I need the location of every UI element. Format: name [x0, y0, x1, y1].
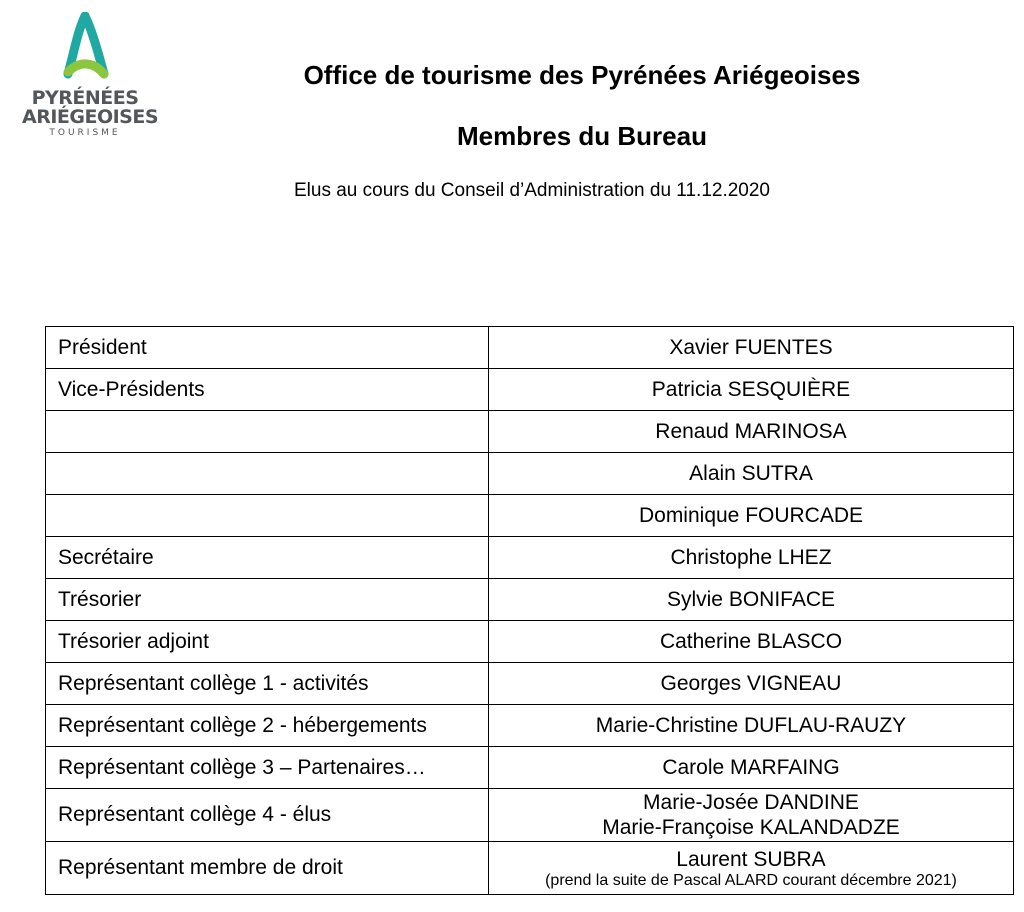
table-row — [46, 537, 1014, 579]
page-title: Office de tourisme des Pyrénées Ariégeoises — [303, 60, 861, 90]
table-row — [46, 453, 1014, 495]
member-name-cell: Catherine BLASCO — [489, 621, 1014, 663]
role-cell: Représentant membre de droit — [46, 842, 489, 895]
member-name: Marie-Françoise KALANDADZE — [602, 816, 900, 839]
role-cell: Représentant collège 1 - activités — [46, 663, 489, 705]
member-name-cell: Sylvie BONIFACE — [489, 579, 1014, 621]
member-note: (prend la suite de Pascal ALARD courant décembre 2021) — [545, 871, 957, 889]
bureau-table — [45, 326, 1014, 895]
role-cell — [46, 411, 489, 453]
table-row — [46, 327, 1014, 369]
table-row — [46, 495, 1014, 537]
member-name-cell: Xavier FUENTES — [489, 327, 1014, 369]
role-cell — [46, 495, 489, 537]
member-name-cell: Alain SUTRA — [489, 453, 1014, 495]
logo-text-tourisme: TOURISME — [49, 128, 121, 138]
role-cell: Représentant collège 4 - élus — [46, 789, 489, 842]
member-name: Laurent SUBRA — [676, 847, 826, 871]
table-row — [46, 411, 1014, 453]
member-name-cell — [489, 789, 1014, 842]
member-name-cell: Georges VIGNEAU — [489, 663, 1014, 705]
role-cell: Représentant collège 2 - hébergements — [46, 705, 489, 747]
table-row — [46, 842, 1014, 895]
member-name-cell: Carole MARFAING — [489, 747, 1014, 789]
table-row — [46, 579, 1014, 621]
table-row — [46, 705, 1014, 747]
role-cell: Trésorier adjoint — [46, 621, 489, 663]
role-cell — [46, 453, 489, 495]
role-cell: Vice-Présidents — [46, 369, 489, 411]
logo-text-pyrenees: PYRÉNÉES — [31, 87, 139, 109]
member-name-cell: Patricia SESQUIÈRE — [489, 369, 1014, 411]
table-row — [46, 369, 1014, 411]
role-cell: Trésorier — [46, 579, 489, 621]
election-note: Elus au cours du Conseil d’Administration du 11.12.2020 — [294, 180, 770, 201]
logo-text-ariegeoises: ARIÉGEOISES — [22, 106, 159, 128]
member-name-cell: Renaud MARINOSA — [489, 411, 1014, 453]
table-row — [46, 621, 1014, 663]
table-row — [46, 663, 1014, 705]
member-name-cell: Dominique FOURCADE — [489, 495, 1014, 537]
role-cell: Président — [46, 327, 489, 369]
member-name-cell — [489, 842, 1014, 895]
logo — [22, 12, 159, 142]
role-cell: Représentant collège 3 – Partenaires… — [46, 747, 489, 789]
logo-a-mark-icon — [58, 12, 114, 82]
role-cell: Secrétaire — [46, 537, 489, 579]
page-subtitle: Membres du Bureau — [457, 121, 707, 151]
member-name-cell: Christophe LHEZ — [489, 537, 1014, 579]
member-name-cell: Marie-Christine DUFLAU-RAUZY — [489, 705, 1014, 747]
member-name: Marie-Josée DANDINE — [643, 791, 859, 814]
table-row — [46, 747, 1014, 789]
table-row — [46, 789, 1014, 842]
